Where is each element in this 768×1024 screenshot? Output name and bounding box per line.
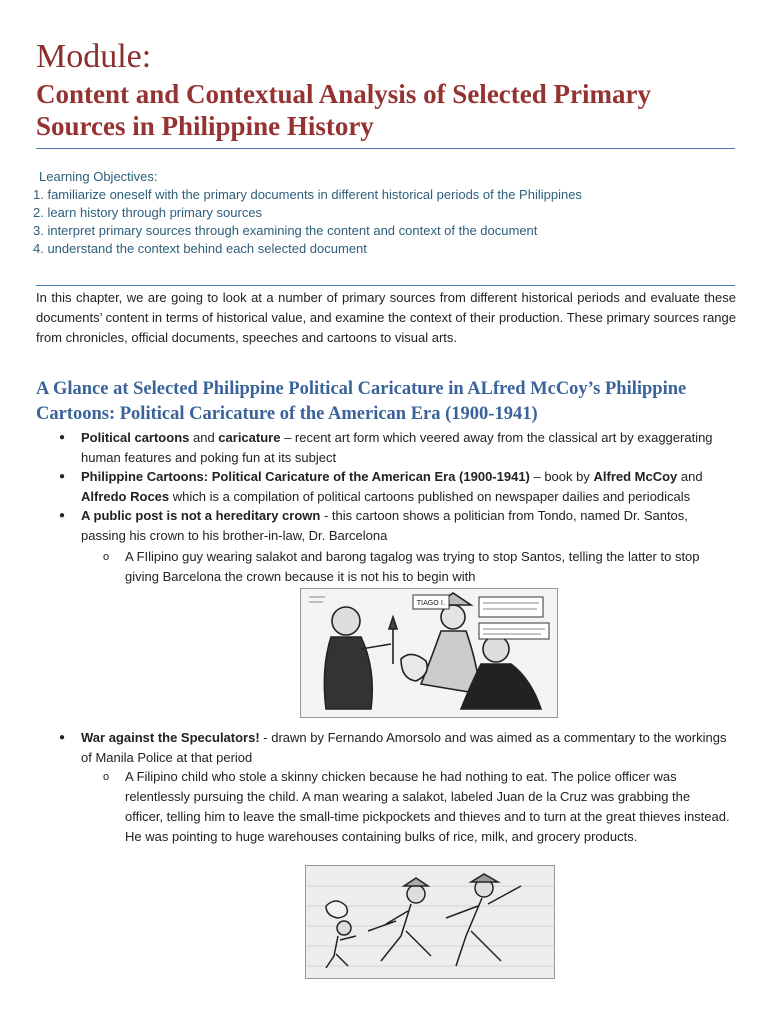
objectives-heading: Learning Objectives: — [39, 169, 158, 184]
cartoon-speculators-image — [305, 865, 555, 979]
sub-bullet-salakot-guy: o A FIlipino guy wearing salakot and barong tagalog was trying to stop Santos, telling the latter to stop giving Barcelona the crown because it is not his to begin with — [103, 549, 700, 584]
sub-bullet-filipino-child: o A Filipino child who stole a skinny chicken because he had nothing to eat. The police officer was relentlessly pursuing the child. A man wearing a salakot, labeled Juan de la Cruz was grabbing the officer, telling him to leave the small-time pickpockets and thieves and to turn at the great thieves instead. He was pointing to huge warehouses containing bulks of rice, milk, and grocery products. — [103, 769, 730, 844]
learning-objectives — [33, 168, 733, 258]
objective-item: 3. interpret primary sources through examining the content and context of the document — [33, 223, 538, 238]
title-divider — [36, 148, 735, 149]
bullet-philippine-cartoons-book: ● Philippine Cartoons: Political Caricature of the American Era (1900-1941) – book by Alfred McCoy and Alfredo Roces which is a compilation of political cartoons published on newspaper dailies and periodicals — [59, 469, 703, 504]
section-title: A Glance at Selected Philippine Political Caricature in ALfred McCoy’s Philippine Cartoons: Political Caricature of the American Era (1900-1941) — [36, 379, 687, 424]
module-label: Module: — [36, 38, 152, 75]
bullet-political-cartoons: ● Political cartoons and caricature – recent art form which veered away from the classical art by exaggerating human features and poking fun at its subject — [59, 430, 713, 465]
bullet-dot: ● — [59, 732, 66, 743]
sub-bullet-circle: o — [103, 771, 110, 783]
objective-item: 4. understand the context behind each selected document — [33, 241, 367, 256]
objective-item: 2. learn history through primary sources — [33, 205, 263, 220]
bullet-dot: ● — [59, 471, 66, 482]
intro-paragraph: In this chapter, we are going to look at a number of primary sources from different historical periods and evaluate these documents’ content in terms of historical value, and examine the context of their production. These primary sources range from chronicles, official documents, speeches and cartoons to visual arts. — [36, 290, 736, 345]
bullet-public-post: ● A public post is not a hereditary crown - this cartoon shows a politician from Tondo, named Dr. Santos, passing his crown to his brother-in-law, Dr. Barcelona — [59, 508, 688, 543]
cartoon-public-post-image — [300, 588, 558, 718]
sub-bullet-circle: o — [103, 551, 110, 563]
objectives-divider — [36, 285, 735, 286]
bullet-dot: ● — [59, 510, 66, 521]
cartoon-illustration — [301, 589, 558, 718]
cartoon-tiago-label: TIAGO I. — [416, 599, 446, 607]
bullet-dot: ● — [59, 432, 66, 443]
module-title: Content and Contextual Analysis of Selected Primary Sources in Philippine History — [36, 79, 651, 141]
objective-item: 1. familiarize oneself with the primary documents in different historical periods of the Philippines — [33, 187, 582, 202]
cartoon-illustration — [306, 866, 555, 979]
bullet-war-against-speculators: ● War against the Speculators! - drawn by Fernando Amorsolo and was aimed as a commentary to the workings of Manila Police at that period — [59, 730, 727, 765]
